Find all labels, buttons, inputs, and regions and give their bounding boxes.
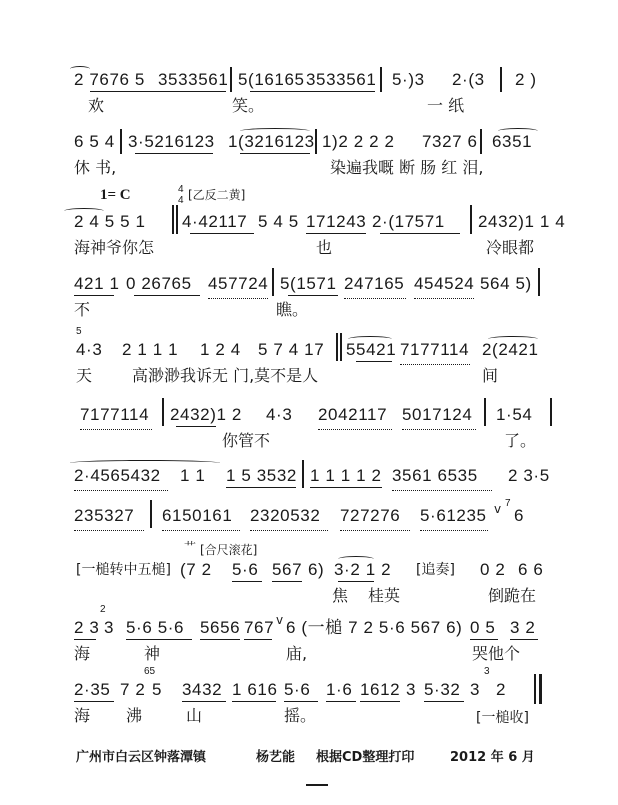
notes: 171243 xyxy=(306,212,367,231)
notes: 5·)3 xyxy=(392,70,425,89)
notes: 5·6 xyxy=(284,680,311,699)
dotted-underline xyxy=(340,530,410,532)
notes: 2432)1 1 4 xyxy=(478,212,566,231)
notes: 2·35 xyxy=(74,680,111,699)
notes: 5·32 xyxy=(424,680,461,699)
notes: 4·42117 xyxy=(182,212,248,231)
notes: 2432)1 2 xyxy=(170,405,242,424)
notes: 2 4 5 5 1 xyxy=(74,212,146,231)
notes: 7 2 xyxy=(120,680,146,699)
underline xyxy=(424,701,464,702)
notes: 0 26765 xyxy=(126,274,192,293)
lyric: 海 xyxy=(74,644,91,663)
notes: 1 5 3532 xyxy=(226,466,297,485)
slur xyxy=(498,128,538,134)
barline xyxy=(176,205,178,234)
notes: 2·(17571 xyxy=(372,212,445,231)
grace-note: 5 xyxy=(76,326,82,337)
underline xyxy=(135,153,213,154)
slur xyxy=(338,556,374,562)
notes: 3 2 xyxy=(510,618,536,637)
notes: 2042117 xyxy=(318,405,388,424)
notes: 5(16165 xyxy=(238,70,305,89)
underline xyxy=(306,233,366,234)
notes: 6 (一槌 7 2 5·6 567 6) xyxy=(286,618,463,637)
notes: 5(1571 xyxy=(280,274,337,293)
barline xyxy=(484,398,486,426)
breath-mark: v xyxy=(276,613,284,627)
time-signature-denominator: 4 xyxy=(178,195,184,206)
notes: 7177114 xyxy=(80,405,150,424)
notes: 2320532 xyxy=(250,506,321,525)
notes: 7177114 xyxy=(400,340,470,359)
lyric: 神 xyxy=(144,644,161,663)
footer-note: 根据CD整理打印 xyxy=(316,750,415,765)
dotted-underline xyxy=(414,298,474,300)
underline xyxy=(244,639,272,640)
underline xyxy=(74,701,114,702)
underline xyxy=(284,701,318,702)
underline xyxy=(288,295,338,296)
underline xyxy=(250,91,375,92)
notes: 767 xyxy=(244,618,275,637)
slur xyxy=(64,208,104,214)
notes: 4·3 xyxy=(266,405,293,424)
lyric: 沸 xyxy=(126,706,143,725)
notes: 3 xyxy=(406,680,417,699)
key-signature: 1= C xyxy=(100,187,131,203)
notes: 6 5 4 xyxy=(74,132,115,151)
dotted-underline xyxy=(392,490,492,492)
notes: 0 2 xyxy=(480,560,506,579)
dotted-underline xyxy=(208,298,268,300)
dotted-underline xyxy=(80,429,152,431)
notes: 247165 xyxy=(344,274,405,293)
footer-place: 广州市白云区钟落潭镇 xyxy=(76,750,207,765)
tune-label: [乙反二黄] xyxy=(188,188,246,202)
underline xyxy=(232,581,262,582)
percussion-label: [一槌收] xyxy=(476,710,529,726)
underline xyxy=(90,91,226,92)
notes: 457724 xyxy=(208,274,269,293)
underline xyxy=(310,487,382,488)
lyric: 不 xyxy=(74,300,91,319)
underline xyxy=(226,487,296,488)
notes: 2·4565432 xyxy=(74,466,161,485)
lyric: 了。 xyxy=(504,431,537,450)
final-barline-thin xyxy=(534,674,536,704)
grace-note: 3 xyxy=(484,666,490,677)
notes: 1 1 xyxy=(180,466,206,485)
notes: 1·54 xyxy=(496,405,533,424)
notes: 3·5216123 xyxy=(128,132,215,151)
notes: 454524 xyxy=(414,274,475,293)
notes: 5·6 5·6 xyxy=(126,618,185,637)
barline xyxy=(470,205,472,234)
underline xyxy=(232,701,276,702)
barline xyxy=(500,67,502,92)
underline xyxy=(126,639,192,640)
underline xyxy=(326,701,356,702)
notes: 7327 6 xyxy=(422,132,478,151)
underline xyxy=(240,153,310,154)
notes: 3 xyxy=(470,680,481,699)
lyric: 摇。 xyxy=(284,706,317,725)
barline xyxy=(272,268,274,296)
notes: 5 xyxy=(152,680,163,699)
notes: (7 2 xyxy=(180,560,212,579)
lyric: 休 书, xyxy=(74,158,117,177)
footer-date: 2012 年 6 月 xyxy=(450,750,535,765)
lyric: 桂英 xyxy=(368,586,401,605)
barline xyxy=(302,460,304,488)
notes: 2 3·5 xyxy=(508,466,550,485)
notes: 1 616 xyxy=(232,680,278,699)
notes: 1 1 1 1 2 xyxy=(310,466,382,485)
notes: 2 3 xyxy=(74,618,100,637)
time-signature-numerator: 4 xyxy=(178,184,184,195)
notes: 6 6 xyxy=(518,560,544,579)
barline xyxy=(336,333,338,361)
lyric: 瞧。 xyxy=(276,300,309,319)
dotted-underline xyxy=(400,364,470,366)
tune-label: [合尺滚花] xyxy=(200,543,258,557)
lyric: 高渺渺我诉无 门,莫不是人 xyxy=(132,366,319,385)
dotted-underline xyxy=(318,429,392,431)
dotted-underline xyxy=(420,530,488,532)
dotted-underline xyxy=(74,530,144,532)
notes: 5 4 5 xyxy=(258,212,299,231)
notes: 3 xyxy=(104,618,115,637)
notes: 3432 xyxy=(182,680,223,699)
barline xyxy=(340,333,342,361)
barline xyxy=(150,500,152,528)
notes: 1·6 xyxy=(326,680,353,699)
lyric: 也 xyxy=(316,238,333,257)
interlude-label: [追奏] xyxy=(416,562,455,578)
underline xyxy=(182,701,226,702)
percussion-label: [一槌转中五槌] xyxy=(76,562,171,578)
underline xyxy=(200,639,240,640)
lyric: 冷眼都 xyxy=(486,238,535,257)
dotted-underline xyxy=(402,429,476,431)
lyric: 海 xyxy=(74,706,91,725)
underline xyxy=(470,639,498,640)
barline xyxy=(550,398,552,426)
underline xyxy=(338,581,374,582)
barline xyxy=(172,205,174,234)
lyric: 庙, xyxy=(286,644,308,663)
footer-author: 杨艺能 xyxy=(256,750,296,765)
notes: 1612 xyxy=(360,680,401,699)
slur xyxy=(488,336,538,342)
notes: 5017124 xyxy=(402,405,473,424)
underline xyxy=(190,233,254,234)
notes: 2 ) xyxy=(515,70,537,89)
underline xyxy=(380,233,460,234)
notes: 421 1 xyxy=(74,274,120,293)
notes: 1(3216123 xyxy=(228,132,315,151)
lyric: 海神爷你怎 xyxy=(74,238,155,257)
lyric: 天 xyxy=(76,366,93,385)
underline xyxy=(74,295,114,296)
underline xyxy=(134,295,200,296)
notes: 564 5) xyxy=(480,274,532,293)
notes: 5·61235 xyxy=(420,506,487,525)
underline xyxy=(360,701,400,702)
notes: 727276 xyxy=(340,506,401,525)
underline xyxy=(74,639,96,640)
grace-note: 7 xyxy=(505,498,511,509)
notes: 0 5 xyxy=(470,618,496,637)
notes: 3561 6535 xyxy=(392,466,478,485)
notes: 1 2 4 xyxy=(200,340,241,359)
notes: 2·(3 xyxy=(452,70,485,89)
barline xyxy=(480,129,482,154)
grace-note: 65 xyxy=(144,666,156,677)
free-tempo-sign: 艹 xyxy=(184,540,197,554)
notes: 5 7 4 17 xyxy=(258,340,325,359)
notes: 567 xyxy=(272,560,303,579)
notes: 6 xyxy=(514,506,525,525)
notes: 6) xyxy=(308,560,325,579)
notes: 4·3 xyxy=(76,340,103,359)
breath-mark: v xyxy=(494,502,502,516)
underline xyxy=(176,426,216,427)
dotted-underline xyxy=(162,530,240,532)
lyric: 染遍我嘅 断 肠 红 泪, xyxy=(330,158,484,177)
grace-note: 2 xyxy=(100,604,106,615)
notes: 3533561 xyxy=(306,70,377,89)
underline xyxy=(510,639,538,640)
underline xyxy=(272,581,302,582)
notes: 3·2 1 2 xyxy=(334,560,392,579)
barline xyxy=(380,67,382,92)
lyric: 一 纸 xyxy=(427,96,465,115)
notes: 6150161 xyxy=(162,506,233,525)
lyric: 你管不 xyxy=(222,431,271,450)
dotted-underline xyxy=(250,530,328,532)
lyric: 倒跪在 xyxy=(488,586,537,605)
notes: 55421 xyxy=(346,340,397,359)
lyric: 焦 xyxy=(332,586,349,605)
dotted-underline xyxy=(344,298,406,300)
dotted-underline xyxy=(74,490,168,492)
notes: 2 xyxy=(496,680,507,699)
notes: 2 7676 5 xyxy=(74,70,145,89)
notes: 6351 xyxy=(492,132,533,151)
final-barline-thick xyxy=(539,674,542,704)
notes: 5·6 xyxy=(232,560,259,579)
slur xyxy=(348,336,392,342)
notes: 1)2 2 2 2 xyxy=(322,132,395,151)
notes: 2 1 1 1 xyxy=(122,340,179,359)
notes: 5656 xyxy=(200,618,241,637)
barline xyxy=(162,398,164,426)
notes: 235327 xyxy=(74,506,135,525)
lyric: 山 xyxy=(186,706,203,725)
lyric: 笑。 xyxy=(232,96,265,115)
barline xyxy=(315,129,317,154)
page-mark xyxy=(306,784,328,786)
barline xyxy=(538,268,540,296)
barline xyxy=(230,67,232,92)
underline xyxy=(356,361,392,362)
slur xyxy=(240,128,310,134)
lyric: 间 xyxy=(482,366,499,385)
lyric: 哭他个 xyxy=(472,644,521,663)
lyric: 欢 xyxy=(88,96,105,115)
notes: 2(2421 xyxy=(482,340,539,359)
notes: 3533561 xyxy=(158,70,229,89)
barline xyxy=(120,129,122,154)
